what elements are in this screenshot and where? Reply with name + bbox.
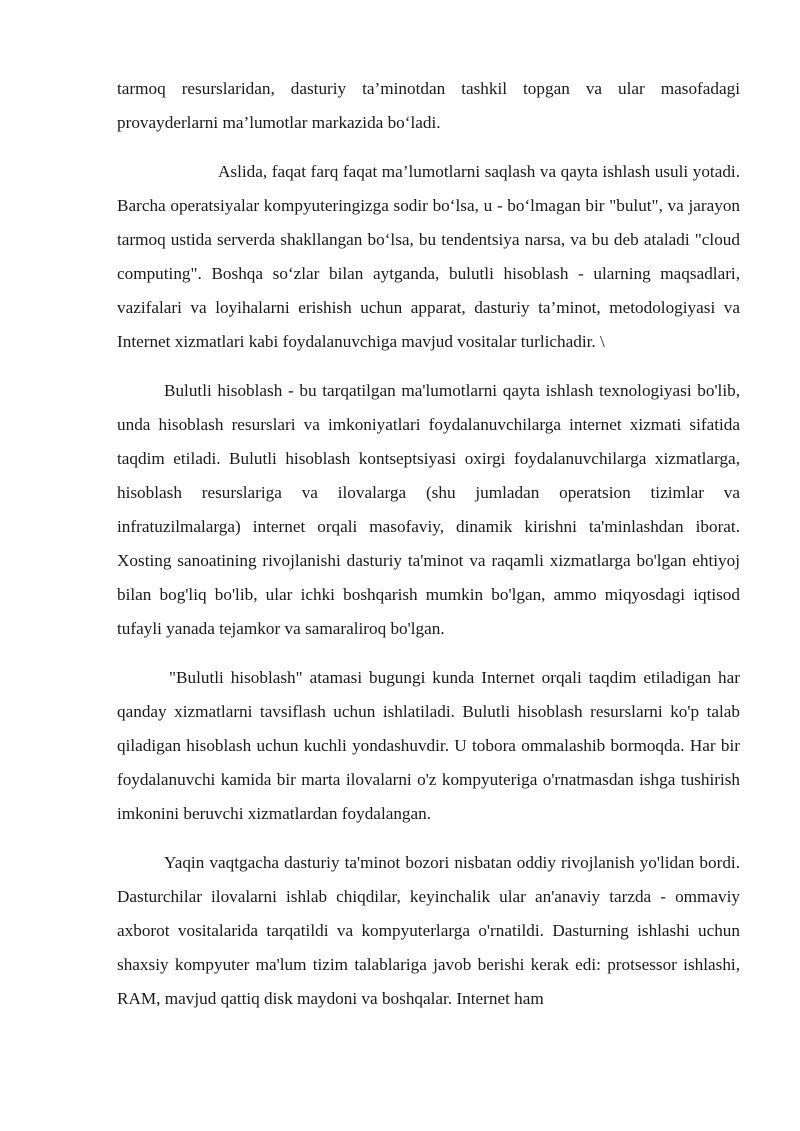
paragraph-5: Yaqin vaqtgacha dasturiy ta'minot bozori nisbatan oddiy rivojlanish yo'lidan bordi. Dasturchilar ilovalarni ishlab chiqdilar, keyinchalik ular an'anaviy tarzda - ommaviy axborot vositalarida tarqatildi va kompyuterlarga o'rnatildi. Dasturning ishlashi uchun shaxsiy kompyuter ma'lum tizim talablariga javob berishi kerak edi: protsessor ishlashi, RAM, mavjud qattiq disk maydoni va boshqalar. Internet ham xyxy=(117,853,740,1008)
document-page xyxy=(117,72,740,1016)
paragraph-2: Aslida, faqat farq faqat ma’lumotlarni saqlash va qayta ishlash usuli yotadi. Barcha operatsiyalar kompyuteringizga sodir bo‘lsa, u - bo‘lmagan bir "bulut", va jarayon tarmoq ustida serverda shakllangan bo‘lsa, bu tendentsiya narsa, va bu deb ataladi "cloud computing". Boshqa so‘zlar bilan aytganda, bulutli hisoblash - ularning maqsadlari, vazifalari va loyihalarni erishish uchun apparat, dasturiy ta’minot, metodologiyasi va Internet xizmatlari kabi foydalanuvchiga mavjud vositalar turlichadir. \ xyxy=(117,162,740,351)
paragraph-1: tarmoq resurslaridan, dasturiy ta’minotdan tashkil topgan va ular masofadagi provayderlarni ma’lumotlar markazida bo‘ladi. xyxy=(117,79,740,132)
paragraph-3: Bulutli hisoblash - bu tarqatilgan ma'lumotlarni qayta ishlash texnologiyasi bo'lib, unda hisoblash resurslari va imkoniyatlari foydalanuvchilarga internet xizmati sifatida taqdim etiladi. Bulutli hisoblash kontseptsiyasi oxirgi foydalanuvchilarga xizmatlarga, hisoblash resurslariga va ilovalarga (shu jumladan operatsion tizimlar va infratuzilmalarga) internet orqali masofaviy, dinamik kirishni ta'minlashdan iborat. Xosting sanoatining rivojlanishi dasturiy ta'minot va raqamli xizmatlarga bo'lgan ehtiyoj bilan bog'liq bo'lib, ular ichki boshqarish mumkin bo'lgan, ammo miqyosdagi iqtisod tufayli yanada tejamkor va samaraliroq bo'lgan. xyxy=(117,381,740,638)
paragraph-4: "Bulutli hisoblash" atamasi bugungi kunda Internet orqali taqdim etiladigan har qanday xizmatlarni tavsiflash uchun ishlatiladi. Bulutli hisoblash resurslarni ko'p talab qiladigan hisoblash uchun kuchli yondashuvdir. U tobora ommalashib bormoqda. Har bir foydalanuvchi kamida bir marta ilovalarni o'z kompyuteriga o'rnatmasdan ishga tushirish imkonini beruvchi xizmatlardan foydalangan. xyxy=(117,668,740,823)
